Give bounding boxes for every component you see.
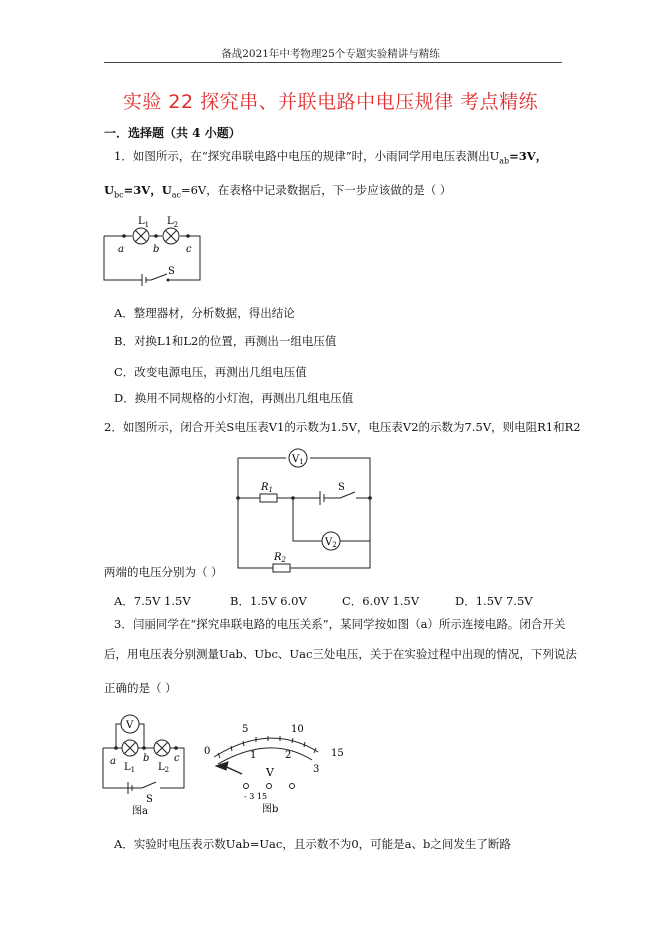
- fig3b-caption: 图b: [262, 804, 279, 815]
- running-header: 备战2021年中考物理25个专题实验精讲与精练: [221, 48, 440, 60]
- dial-terminals: - 3 15: [244, 792, 268, 801]
- fig3a-c: c: [174, 753, 180, 764]
- fig2-v1: $V_1$: [292, 454, 304, 466]
- fig1-s: S: [168, 266, 175, 277]
- battery-icon: [142, 274, 146, 286]
- dial-unit: V: [266, 766, 274, 779]
- q1-line2-rest: =6V，在表格中记录数据后，下一步应该做的是（ ）: [180, 183, 452, 197]
- fig1-l1: $L_1$: [138, 216, 150, 229]
- q3-line1: 3．闫丽同学在“探究串联电路的电压关系”，某同学按如图（a）所示连接电路。闭合开关: [114, 617, 566, 631]
- section-heading: 一．选择题（共 4 小题）: [104, 126, 241, 140]
- q1-sub-bc: bc: [114, 190, 124, 200]
- dial-label-10: 10: [291, 724, 304, 735]
- terminal-3: [267, 784, 272, 789]
- terminal-15: [290, 784, 295, 789]
- q1-option-c: C．改变电源电压，再测出几组电压值: [114, 365, 307, 379]
- fig3a-caption: 图a: [132, 806, 148, 817]
- fig3a-a: a: [110, 756, 116, 767]
- q1-line1: [114, 151, 547, 165]
- q1-circuit-figure: [96, 210, 211, 300]
- q2-line2: 两端的电压分别为（ ）: [104, 565, 223, 579]
- q2-option-d: D．1.5V 7.5V: [455, 594, 533, 608]
- q2-option-b: B．1.5V 6.0V: [230, 594, 307, 608]
- dial-label-3: 3: [313, 764, 320, 775]
- fig2-r1: $R_1$: [261, 482, 273, 494]
- q1-u: U: [104, 183, 115, 197]
- q3-line3: 正确的是（ ）: [104, 681, 177, 695]
- fig1-b: b: [153, 244, 160, 255]
- fig1-l2: $L_2$: [167, 216, 179, 229]
- q1-option-d: D．换用不同规格的小灯泡，再测出几组电压值: [114, 391, 354, 405]
- header-divider: [104, 62, 562, 63]
- fig3a-b: b: [143, 753, 150, 764]
- dial-label-2: 2: [285, 750, 292, 761]
- dial-label-0: 0: [204, 746, 211, 757]
- resistor-r1-icon: [260, 494, 277, 502]
- switch-icon: [142, 782, 156, 788]
- q2-option-a: A．7.5V 1.5V: [114, 594, 191, 608]
- fig2-r2: $R_2$: [274, 552, 286, 564]
- fig3a-l2: $L_2$: [158, 762, 170, 774]
- q1-sub-ab: ab: [499, 156, 510, 166]
- q1-option-a: A．整理器材，分析数据，得出结论: [114, 306, 295, 320]
- dial-label-1: 1: [250, 750, 257, 761]
- q3-figure-b: [198, 714, 353, 822]
- fig2-s: S: [338, 482, 345, 493]
- fig3a-v: V: [126, 720, 134, 731]
- fig1-c: c: [186, 244, 192, 255]
- q2-option-c: C．6.0V 1.5V: [342, 594, 420, 608]
- q3-line2: 后，用电压表分别测量Uab、Ubc、Uac三处电压，关于在实验过程中出现的情况，下列说法: [104, 647, 577, 661]
- q1-sub-ac: ac: [171, 190, 181, 200]
- resistor-r2-icon: [273, 564, 290, 572]
- fig1-a: a: [118, 244, 124, 255]
- fig2-v2: $V_2$: [325, 537, 337, 549]
- q1-line1-end: =3V，: [509, 149, 548, 163]
- q1-option-b: B．对换L1和L2的位置，再测出一组电压值: [114, 334, 337, 348]
- fig3a-l1: $L_1$: [124, 762, 136, 774]
- terminal-neg: [244, 784, 249, 789]
- q2-line1: 2．如图所示，闭合开关S电压表V1的示数为1.5V，电压表V2的示数为7.5V，则电阻R1和R2: [104, 420, 581, 434]
- q3-option-a: A．实验时电压表示数Uab=Uac，且示数不为0，可能是a、b之间发生了断路: [114, 837, 511, 851]
- dial-label-15: 15: [331, 748, 344, 759]
- q3-figure-a: [96, 710, 196, 820]
- page-title: 实验 22 探究串、并联电路中电压规律 考点精练: [122, 91, 539, 113]
- switch-icon: [151, 274, 167, 280]
- q1-line1-text: 1．如图所示，在“探究串联电路中电压的规律”时，小雨同学用电压表测出U: [114, 149, 500, 163]
- q1-val-bc: =3V，U: [123, 183, 172, 197]
- dial-label-5: 5: [242, 724, 249, 735]
- q2-circuit-figure: [230, 448, 380, 578]
- fig3a-s: S: [146, 794, 153, 805]
- battery-icon: [320, 491, 324, 505]
- q1-line2: [104, 185, 451, 199]
